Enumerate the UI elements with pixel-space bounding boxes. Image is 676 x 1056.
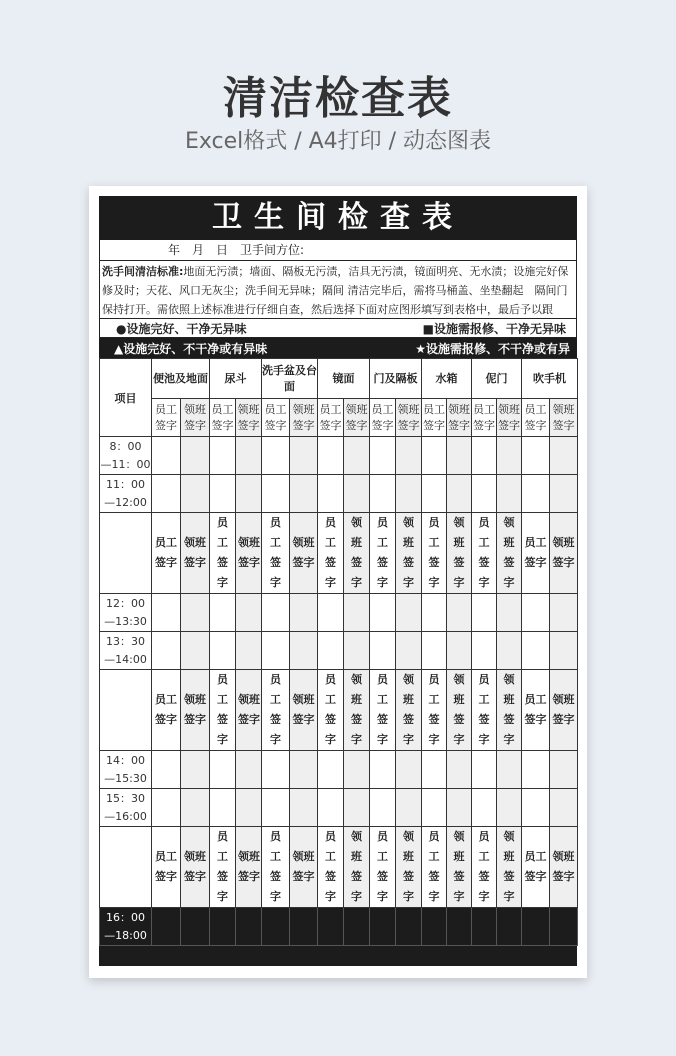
header-staff-sign: 员工签字 xyxy=(472,399,497,437)
lead-sign-label: 领班签字 xyxy=(292,850,315,883)
time-end: —14:00 xyxy=(104,652,147,666)
staff-sign-label: 员工签字 xyxy=(428,673,440,746)
lead-signature-cell[interactable] xyxy=(497,513,522,594)
check-cell[interactable] xyxy=(236,751,262,789)
check-cell[interactable] xyxy=(344,475,370,513)
lead-sign-label: 领班签字 xyxy=(184,536,206,569)
lead-sign-label: 领班签字 xyxy=(552,693,575,726)
time-end: —11：00 xyxy=(100,457,151,471)
staff-signature-cell[interactable] xyxy=(210,827,236,908)
header-row-sub xyxy=(100,399,578,437)
staff-sign-label: 员工签字 xyxy=(217,830,228,903)
check-cell[interactable] xyxy=(550,789,578,827)
time-end: —12:00 xyxy=(104,495,147,509)
staff-signature-cell[interactable] xyxy=(472,513,497,594)
header-staff-sign: 员工签字 xyxy=(522,399,550,437)
check-cell[interactable] xyxy=(550,475,578,513)
check-cell[interactable] xyxy=(152,594,181,632)
check-cell[interactable] xyxy=(262,908,290,946)
time-slot xyxy=(100,594,152,632)
page-title: 清洁检查表 xyxy=(223,73,453,124)
time-start: 11：00 xyxy=(106,477,145,491)
time-end: —18:00 xyxy=(104,928,147,942)
check-cell[interactable] xyxy=(396,632,422,670)
check-cell[interactable] xyxy=(318,632,344,670)
check-cell[interactable] xyxy=(522,751,550,789)
lead-sign-label: 领班签字 xyxy=(238,850,260,883)
header-category: 门及隔板 xyxy=(370,359,422,399)
check-cell[interactable] xyxy=(396,594,422,632)
staff-sign-label: 员工签字 xyxy=(377,673,388,746)
staff-sign-label: 员工签字 xyxy=(217,516,228,589)
staff-signature-cell[interactable] xyxy=(262,670,290,751)
lead-sign-label: 领班签字 xyxy=(403,516,414,589)
check-cell[interactable] xyxy=(344,594,370,632)
staff-signature-cell[interactable] xyxy=(318,670,344,751)
staff-signature-cell[interactable] xyxy=(318,827,344,908)
check-cell[interactable] xyxy=(370,908,396,946)
check-cell[interactable] xyxy=(370,751,396,789)
check-cell[interactable] xyxy=(344,789,370,827)
check-cell[interactable] xyxy=(396,789,422,827)
lead-signature-cell[interactable] xyxy=(290,670,318,751)
header-lead-sign: 领班签字 xyxy=(344,399,370,437)
staff-signature-cell[interactable] xyxy=(522,827,550,908)
staff-signature-cell[interactable] xyxy=(422,513,447,594)
check-cell[interactable] xyxy=(522,789,550,827)
check-cell[interactable] xyxy=(262,437,290,475)
lead-signature-cell[interactable] xyxy=(236,513,262,594)
lead-sign-label: 领班签字 xyxy=(238,693,260,726)
check-cell[interactable] xyxy=(210,594,236,632)
lead-sign-label: 领班签字 xyxy=(238,536,260,569)
check-cell[interactable] xyxy=(318,475,344,513)
lead-signature-cell[interactable] xyxy=(447,670,472,751)
staff-signature-cell[interactable] xyxy=(210,513,236,594)
check-cell[interactable] xyxy=(210,751,236,789)
time-row xyxy=(100,789,578,827)
check-cell[interactable] xyxy=(550,437,578,475)
check-cell[interactable] xyxy=(152,751,181,789)
header-staff-sign: 员工签字 xyxy=(318,399,344,437)
check-cell[interactable] xyxy=(290,751,318,789)
lead-signature-cell[interactable] xyxy=(344,670,370,751)
lead-signature-cell[interactable] xyxy=(550,670,578,751)
staff-signature-cell[interactable] xyxy=(472,670,497,751)
lead-signature-cell[interactable] xyxy=(550,827,578,908)
header-lead-sign: 领班签字 xyxy=(396,399,422,437)
lead-signature-cell[interactable] xyxy=(290,827,318,908)
header-category: 吹手机 xyxy=(522,359,578,399)
staff-signature-cell[interactable] xyxy=(152,670,181,751)
check-cell[interactable] xyxy=(344,632,370,670)
check-cell[interactable] xyxy=(344,437,370,475)
check-cell[interactable] xyxy=(344,751,370,789)
check-cell[interactable] xyxy=(290,632,318,670)
check-cell[interactable] xyxy=(318,594,344,632)
check-cell[interactable] xyxy=(522,437,550,475)
inspection-sheet xyxy=(99,196,577,966)
header-category: 尿斗 xyxy=(210,359,262,399)
staff-signature-cell[interactable] xyxy=(262,827,290,908)
staff-signature-cell[interactable] xyxy=(370,670,396,751)
lead-sign-label: 领班签字 xyxy=(453,516,465,589)
check-cell[interactable] xyxy=(422,437,447,475)
header-lead-sign: 领班签字 xyxy=(447,399,472,437)
lead-sign-label: 领班签字 xyxy=(503,516,515,589)
check-cell[interactable] xyxy=(181,632,210,670)
time-end: —13:30 xyxy=(104,614,147,628)
check-cell[interactable] xyxy=(210,437,236,475)
check-cell[interactable] xyxy=(472,594,497,632)
check-cell[interactable] xyxy=(290,908,318,946)
header-row-categories xyxy=(100,359,578,399)
check-cell[interactable] xyxy=(370,632,396,670)
header-category: 洗手盆及台面 xyxy=(262,359,318,399)
check-cell[interactable] xyxy=(396,475,422,513)
standard-label: 洗手间清洁标准: xyxy=(102,265,184,278)
signature-row-label xyxy=(100,827,152,908)
lead-signature-cell[interactable] xyxy=(447,513,472,594)
staff-signature-cell[interactable] xyxy=(210,670,236,751)
check-cell[interactable] xyxy=(210,789,236,827)
legend-row-2 xyxy=(99,338,577,358)
lead-signature-cell[interactable] xyxy=(181,513,210,594)
lead-signature-cell[interactable] xyxy=(236,827,262,908)
header-lead-sign: 领班签字 xyxy=(236,399,262,437)
time-slot xyxy=(100,908,152,946)
check-cell[interactable] xyxy=(236,632,262,670)
lead-sign-label: 领班签字 xyxy=(184,850,206,883)
signature-row-label xyxy=(100,513,152,594)
check-cell[interactable] xyxy=(210,908,236,946)
time-slot xyxy=(100,751,152,789)
cleaning-standard xyxy=(99,260,577,318)
check-cell[interactable] xyxy=(422,908,447,946)
time-end: —15:30 xyxy=(104,771,147,785)
check-cell[interactable] xyxy=(152,437,181,475)
check-cell[interactable] xyxy=(472,437,497,475)
time-start: 12：00 xyxy=(106,596,145,610)
signature-row xyxy=(100,513,578,594)
check-cell[interactable] xyxy=(290,594,318,632)
check-cell[interactable] xyxy=(262,789,290,827)
header-staff-sign: 员工签字 xyxy=(152,399,181,437)
check-cell[interactable] xyxy=(522,594,550,632)
inspection-grid xyxy=(99,358,578,946)
staff-sign-label: 员工签字 xyxy=(270,673,281,746)
header-category: 水箱 xyxy=(422,359,472,399)
check-cell[interactable] xyxy=(422,751,447,789)
staff-signature-cell[interactable] xyxy=(152,827,181,908)
lead-signature-cell[interactable] xyxy=(497,827,522,908)
time-start: 13：30 xyxy=(106,634,145,648)
staff-signature-cell[interactable] xyxy=(370,513,396,594)
check-cell[interactable] xyxy=(497,751,522,789)
lead-signature-cell[interactable] xyxy=(344,827,370,908)
time-start: 8：00 xyxy=(109,439,142,453)
lead-sign-label: 领班签字 xyxy=(351,830,362,903)
time-row xyxy=(100,594,578,632)
time-start: 16：00 xyxy=(106,910,145,924)
lead-sign-label: 领班签字 xyxy=(453,830,465,903)
header-item: 项目 xyxy=(100,359,152,437)
header-staff-sign: 员工签字 xyxy=(262,399,290,437)
legend-star: ★设施需报修、不干净或有异 xyxy=(415,341,570,356)
staff-sign-label: 员工签字 xyxy=(478,516,490,589)
lead-signature-cell[interactable] xyxy=(290,513,318,594)
check-cell[interactable] xyxy=(370,594,396,632)
check-cell[interactable] xyxy=(396,908,422,946)
check-cell[interactable] xyxy=(236,475,262,513)
lead-sign-label: 领班签字 xyxy=(552,850,575,883)
check-cell[interactable] xyxy=(447,594,472,632)
header-category: 伲门 xyxy=(472,359,522,399)
header-lead-sign: 领班签字 xyxy=(550,399,578,437)
header-lead-sign: 领班签字 xyxy=(497,399,522,437)
check-cell[interactable] xyxy=(497,632,522,670)
header-category: 便池及地面 xyxy=(152,359,210,399)
check-cell[interactable] xyxy=(344,908,370,946)
check-cell[interactable] xyxy=(262,475,290,513)
check-cell[interactable] xyxy=(550,908,578,946)
header-lead-sign: 领班签字 xyxy=(181,399,210,437)
date-location-line: 年 月 日 卫手间方位: xyxy=(99,240,577,260)
check-cell[interactable] xyxy=(181,475,210,513)
check-cell[interactable] xyxy=(472,632,497,670)
staff-signature-cell[interactable] xyxy=(262,513,290,594)
time-start: 15：30 xyxy=(106,791,145,805)
lead-signature-cell[interactable] xyxy=(396,827,422,908)
check-cell[interactable] xyxy=(236,789,262,827)
signature-row-label xyxy=(100,670,152,751)
staff-signature-cell[interactable] xyxy=(522,670,550,751)
staff-sign-label: 员工签字 xyxy=(428,830,440,903)
lead-sign-label: 领班签字 xyxy=(184,693,206,726)
check-cell[interactable] xyxy=(318,437,344,475)
legend-row-1 xyxy=(99,318,577,338)
check-cell[interactable] xyxy=(181,594,210,632)
check-cell[interactable] xyxy=(522,908,550,946)
check-cell[interactable] xyxy=(472,908,497,946)
time-row xyxy=(100,632,578,670)
header-lead-sign: 领班签字 xyxy=(290,399,318,437)
check-cell[interactable] xyxy=(236,908,262,946)
staff-sign-label: 员工签字 xyxy=(270,830,281,903)
header-staff-sign: 员工签字 xyxy=(210,399,236,437)
lead-sign-label: 领班签字 xyxy=(351,673,362,746)
check-cell[interactable] xyxy=(497,594,522,632)
check-cell[interactable] xyxy=(447,789,472,827)
time-row xyxy=(100,437,578,475)
check-cell[interactable] xyxy=(210,632,236,670)
lead-sign-label: 领班签字 xyxy=(453,673,465,746)
document-preview xyxy=(89,186,587,978)
lead-signature-cell[interactable] xyxy=(181,827,210,908)
check-cell[interactable] xyxy=(262,632,290,670)
check-cell[interactable] xyxy=(497,789,522,827)
time-row xyxy=(100,475,578,513)
time-end: —16:00 xyxy=(104,809,147,823)
signature-row xyxy=(100,827,578,908)
lead-signature-cell[interactable] xyxy=(447,827,472,908)
check-cell[interactable] xyxy=(370,475,396,513)
check-cell[interactable] xyxy=(236,437,262,475)
check-cell[interactable] xyxy=(262,751,290,789)
time-slot xyxy=(100,789,152,827)
check-cell[interactable] xyxy=(472,789,497,827)
lead-signature-cell[interactable] xyxy=(344,513,370,594)
lead-signature-cell[interactable] xyxy=(181,670,210,751)
check-cell[interactable] xyxy=(318,908,344,946)
standard-text: 地面无污渍；墙面、隔板无污渍，洁具无污渍，镜面明亮、无水渍；设施完好保修及时；天花、风口无灰尘；洗手间无异味；隔间 清洁完毕后，需将马桶盖、坐垫翻起 隔间门保持打开。需依照上述标准进行仔细自查，然后选择下面对应图形填写到表格中，最后予以跟 xyxy=(102,265,569,316)
time-slot xyxy=(100,632,152,670)
lead-sign-label: 领班签字 xyxy=(503,830,515,903)
staff-signature-cell[interactable] xyxy=(472,827,497,908)
staff-signature-cell[interactable] xyxy=(318,513,344,594)
check-cell[interactable] xyxy=(152,475,181,513)
staff-sign-label: 员工签字 xyxy=(325,830,336,903)
check-cell[interactable] xyxy=(522,475,550,513)
check-cell[interactable] xyxy=(447,632,472,670)
lead-signature-cell[interactable] xyxy=(396,513,422,594)
staff-sign-label: 员工签字 xyxy=(524,693,547,726)
check-cell[interactable] xyxy=(497,437,522,475)
check-cell[interactable] xyxy=(447,475,472,513)
check-cell[interactable] xyxy=(370,789,396,827)
time-slot xyxy=(100,437,152,475)
legend-square: ■设施需报修、干净无异味 xyxy=(422,321,566,336)
check-cell[interactable] xyxy=(472,475,497,513)
check-cell[interactable] xyxy=(152,632,181,670)
time-slot xyxy=(100,475,152,513)
check-cell[interactable] xyxy=(290,789,318,827)
check-cell[interactable] xyxy=(550,632,578,670)
check-cell[interactable] xyxy=(181,437,210,475)
header-staff-sign: 员工签字 xyxy=(422,399,447,437)
staff-sign-label: 员工签字 xyxy=(377,516,388,589)
staff-signature-cell[interactable] xyxy=(422,670,447,751)
check-cell[interactable] xyxy=(152,908,181,946)
signature-row xyxy=(100,670,578,751)
check-cell[interactable] xyxy=(370,437,396,475)
check-cell[interactable] xyxy=(152,789,181,827)
check-cell[interactable] xyxy=(210,475,236,513)
check-cell[interactable] xyxy=(290,437,318,475)
legend-triangle: ▲设施完好、不干净或有异味 xyxy=(114,341,268,356)
lead-signature-cell[interactable] xyxy=(550,513,578,594)
check-cell[interactable] xyxy=(422,632,447,670)
time-row xyxy=(100,751,578,789)
check-cell[interactable] xyxy=(422,789,447,827)
staff-signature-cell[interactable] xyxy=(370,827,396,908)
time-row xyxy=(100,908,578,946)
check-cell[interactable] xyxy=(497,908,522,946)
check-cell[interactable] xyxy=(396,437,422,475)
check-cell[interactable] xyxy=(447,437,472,475)
staff-signature-cell[interactable] xyxy=(152,513,181,594)
check-cell[interactable] xyxy=(236,594,262,632)
check-cell[interactable] xyxy=(550,594,578,632)
sheet-footer-bar xyxy=(99,946,577,966)
lead-sign-label: 领班签字 xyxy=(403,830,414,903)
staff-sign-label: 员工签字 xyxy=(155,536,177,569)
time-start: 14：00 xyxy=(106,753,145,767)
lead-sign-label: 领班签字 xyxy=(503,673,515,746)
check-cell[interactable] xyxy=(318,789,344,827)
staff-sign-label: 员工签字 xyxy=(155,693,177,726)
check-cell[interactable] xyxy=(472,751,497,789)
legend-circle: ●设施完好、干净无异味 xyxy=(116,321,247,336)
check-cell[interactable] xyxy=(181,789,210,827)
lead-sign-label: 领班签字 xyxy=(351,516,362,589)
lead-sign-label: 领班签字 xyxy=(292,536,315,569)
lead-signature-cell[interactable] xyxy=(396,670,422,751)
check-cell[interactable] xyxy=(522,632,550,670)
check-cell[interactable] xyxy=(181,751,210,789)
staff-sign-label: 员工签字 xyxy=(478,830,490,903)
check-cell[interactable] xyxy=(181,908,210,946)
check-cell[interactable] xyxy=(550,751,578,789)
check-cell[interactable] xyxy=(396,751,422,789)
staff-sign-label: 员工签字 xyxy=(270,516,281,589)
lead-sign-label: 领班签字 xyxy=(552,536,575,569)
check-cell[interactable] xyxy=(497,475,522,513)
check-cell[interactable] xyxy=(422,594,447,632)
lead-sign-label: 领班签字 xyxy=(292,693,315,726)
staff-sign-label: 员工签字 xyxy=(325,673,336,746)
staff-sign-label: 员工签字 xyxy=(217,673,228,746)
staff-signature-cell[interactable] xyxy=(522,513,550,594)
staff-sign-label: 员工签字 xyxy=(377,830,388,903)
lead-signature-cell[interactable] xyxy=(497,670,522,751)
check-cell[interactable] xyxy=(447,751,472,789)
check-cell[interactable] xyxy=(447,908,472,946)
staff-sign-label: 员工签字 xyxy=(524,536,547,569)
staff-sign-label: 员工签字 xyxy=(478,673,490,746)
header-staff-sign: 员工签字 xyxy=(370,399,396,437)
header-category: 镜面 xyxy=(318,359,370,399)
staff-sign-label: 员工签字 xyxy=(524,850,547,883)
sheet-banner: 卫生间检查表 xyxy=(99,196,577,240)
check-cell[interactable] xyxy=(262,594,290,632)
staff-sign-label: 员工签字 xyxy=(325,516,336,589)
page-subtitle: Excel格式 / A4打印 / 动态图表 xyxy=(184,129,492,154)
check-cell[interactable] xyxy=(422,475,447,513)
staff-sign-label: 员工签字 xyxy=(155,850,177,883)
lead-sign-label: 领班签字 xyxy=(403,673,414,746)
check-cell[interactable] xyxy=(290,475,318,513)
check-cell[interactable] xyxy=(318,751,344,789)
lead-signature-cell[interactable] xyxy=(236,670,262,751)
staff-sign-label: 员工签字 xyxy=(428,516,440,589)
staff-signature-cell[interactable] xyxy=(422,827,447,908)
